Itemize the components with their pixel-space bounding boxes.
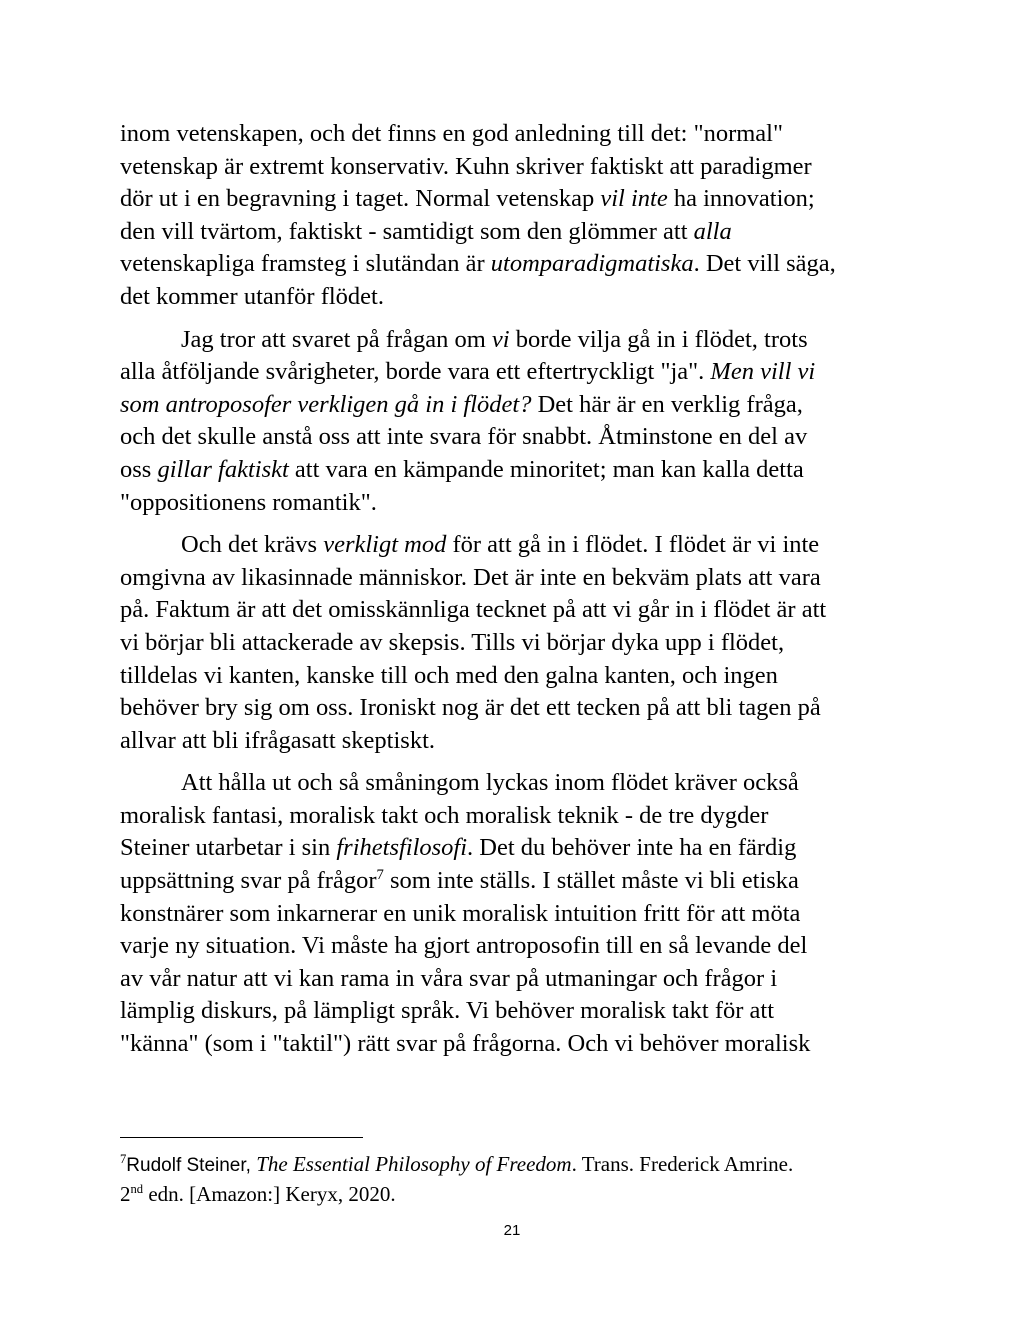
text-line (120, 324, 900, 357)
text-run: . Det du behöver inte ha en färdig (467, 834, 797, 862)
text-line (120, 487, 900, 520)
footnote-7 (120, 1150, 910, 1209)
text-line (120, 725, 900, 758)
text-line (120, 356, 900, 389)
text-line (120, 767, 900, 800)
text-line (120, 216, 900, 249)
text-run: varje ny situation. Vi måste ha gjort antroposofin till en så levande del (120, 932, 808, 960)
text-line (120, 151, 900, 184)
text-line (120, 183, 900, 216)
emphasis-text: Men vill vi (710, 358, 816, 386)
text-run: för att gå in i flödet. I flödet är vi inte (446, 531, 820, 559)
text-line (120, 529, 900, 562)
text-line (120, 562, 900, 595)
footnote-line-1 (120, 1150, 910, 1180)
text-line (120, 865, 900, 898)
page-number: 21 (503, 1222, 521, 1239)
text-run: Och det krävs (181, 531, 324, 559)
text-line (120, 454, 900, 487)
footnote-book-title: The Essential Philosophy of Freedom (256, 1152, 572, 1176)
text-run: allvar att bli ifrågasatt skeptiskt. (120, 726, 436, 754)
footnote-marker: 7 (120, 1152, 127, 1167)
text-line (120, 389, 900, 422)
footnote-edition-number: 2 (120, 1182, 131, 1206)
text-run: och det skulle anstå oss att inte svara för snabbt. Åtminstone en del av (120, 423, 808, 451)
text-line (120, 248, 900, 281)
emphasis-text: frihetsfilosofi (336, 834, 468, 862)
emphasis-text: alla (693, 217, 732, 245)
emphasis-text: gillar faktiskt (157, 455, 289, 483)
emphasis-text: verkligt mod (323, 531, 447, 559)
text-line (120, 930, 900, 963)
text-line (120, 800, 900, 833)
text-run: av vår natur att vi kan rama in våra svar på utmaningar och frågor i (120, 964, 778, 992)
text-line (120, 995, 900, 1028)
text-line (120, 118, 900, 151)
text-line (120, 594, 900, 627)
footnote-reference: 7 (376, 867, 384, 884)
text-run: vetenskapliga framsteg i slutändan är (120, 250, 491, 278)
text-run: det kommer utanför flödet. (120, 282, 384, 310)
paragraph (120, 118, 900, 314)
text-line (120, 963, 900, 996)
text-line (120, 1028, 900, 1061)
text-line (120, 832, 900, 865)
text-run: ha innovation; (667, 185, 815, 213)
emphasis-text: vi (491, 325, 510, 353)
text-run: uppsättning svar på frågor (120, 867, 377, 895)
text-run: konstnärer som inkarnerar en unik moralisk intuition fritt för att möta (120, 899, 801, 927)
text-run: lämplig diskurs, på lämpligt språk. Vi behöver moralisk takt för att (120, 997, 775, 1025)
footnote-author: Rudolf Steiner, (126, 1155, 257, 1176)
text-run: Jag tror att svaret på frågan om (181, 325, 492, 353)
text-run: att vara en kämpande minoritet; man kan kalla detta (288, 455, 804, 483)
text-line (120, 660, 900, 693)
paragraph (120, 529, 900, 757)
text-run: omgivna av likasinnade människor. Det är inte en bekväm plats att vara (120, 563, 821, 591)
text-run: tilldelas vi kanten, kanske till och med den galna kanten, och ingen (120, 661, 778, 689)
text-line (120, 421, 900, 454)
paragraph (120, 324, 900, 520)
text-line (120, 898, 900, 931)
text-run: på. Faktum är att det omisskännliga tecknet på att vi går in i flödet är att (120, 596, 827, 624)
footnote-publisher: edn. [Amazon:] Keryx, 2020. (143, 1182, 396, 1206)
text-run: moralisk fantasi, moralisk takt och moralisk teknik - de tre dygder (120, 801, 769, 829)
text-line (120, 627, 900, 660)
text-run: Steiner utarbetar i sin (120, 834, 337, 862)
text-run: "känna" (som i "taktil") rätt svar på frågorna. Och vi behöver moralisk (120, 1030, 811, 1058)
footnote-translator: . Trans. Frederick Amrine. (571, 1152, 794, 1176)
emphasis-text: som antroposofer verkligen gå in i flödet? (120, 390, 532, 418)
footnote-line-2 (120, 1180, 910, 1209)
text-run: . Det vill säga, (693, 250, 836, 278)
emphasis-text: utomparadigmatiska (490, 250, 694, 278)
text-run: "oppositionens romantik". (120, 488, 377, 516)
text-line (120, 692, 900, 725)
text-run: vi börjar bli attackerade av skepsis. Tills vi börjar dyka upp i flödet, (120, 628, 785, 656)
text-run: behöver bry sig om oss. Ironiskt nog är det ett tecken på att bli tagen på (120, 694, 821, 722)
paragraph (120, 767, 900, 1060)
text-run: oss (120, 455, 158, 483)
text-run: dör ut i en begravning i taget. Normal vetenskap (120, 185, 601, 213)
text-run: alla åtföljande svårigheter, borde vara ett eftertryckligt "ja". (120, 358, 711, 386)
body-text (120, 118, 900, 1061)
text-run: Det här är en verklig fråga, (531, 390, 803, 418)
emphasis-text: vil inte (600, 185, 668, 213)
text-run: borde vilja gå in i flödet, trots (509, 325, 808, 353)
footnote-separator (120, 1137, 363, 1138)
text-run: inom vetenskapen, och det finns en god anledning till det: "normal" (120, 120, 783, 147)
text-run: vetenskap är extremt konservativ. Kuhn skriver faktiskt att paradigmer (120, 152, 812, 180)
footnote-edition-suffix: nd (130, 1182, 144, 1197)
text-line (120, 281, 900, 314)
text-run: den vill tvärtom, faktiskt - samtidigt som den glömmer att (120, 217, 694, 245)
text-run: Att hålla ut och så småningom lyckas inom flödet kräver också (181, 769, 799, 797)
text-run: som inte ställs. I stället måste vi bli etiska (383, 867, 799, 895)
